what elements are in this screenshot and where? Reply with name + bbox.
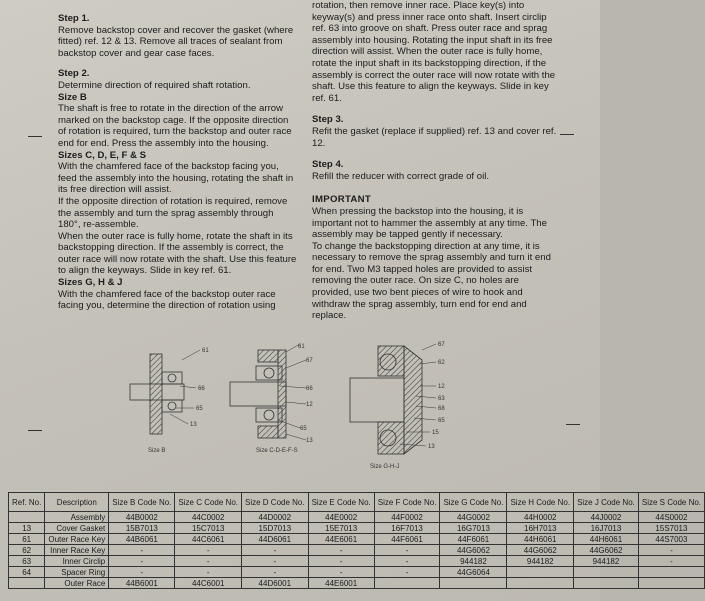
step3-text: Refit the gasket (replace if supplied) ref. 13 and cover ref. 12.: [312, 125, 557, 149]
table-cell: 44D6001: [242, 578, 309, 589]
sizeb-title: Size B: [58, 91, 87, 103]
table-cell: [638, 567, 704, 578]
table-cell: 44S0002: [638, 512, 704, 523]
fig2-ref-67: 67: [306, 358, 313, 364]
table-cell: 16G7013: [440, 523, 507, 534]
right-column: [312, 0, 558, 322]
table-cell: 44B0002: [109, 512, 175, 523]
backstop-diagrams: [130, 342, 480, 472]
table-cell: -: [308, 567, 374, 578]
table-cell: 44G6062: [507, 545, 574, 556]
fig3-caption: Size G-H-J: [370, 464, 400, 470]
table-cell: 61: [9, 534, 45, 545]
fig1-caption: Size B: [148, 448, 166, 454]
table-cell: Inner Race Key: [45, 545, 109, 556]
table-cell: 15C7013: [175, 523, 242, 534]
important-text-2: To change the backstopping direction at any time, it is necessary to remove the sprag assembly and turn it end for end. Two M3 tapped holes are provided to assist removing the outer race. On size C, no holes are provided, use two bent pieces of wire to hook and withdraw the sprag assembly, turn end for end and replace.: [312, 240, 551, 322]
margin-dash: [560, 134, 574, 135]
table-cell: 44H6061: [507, 534, 574, 545]
table-row: [9, 512, 705, 523]
table-cell: Outer Race: [45, 578, 109, 589]
fig1-ref-66: 66: [198, 386, 205, 392]
table-row: [9, 545, 705, 556]
table-cell: 944182: [440, 556, 507, 567]
table-cell: -: [109, 567, 175, 578]
step2-text: Determine direction of required shaft rotation.: [58, 79, 251, 91]
table-cell: 62: [9, 545, 45, 556]
step3-title: Step 3.: [312, 114, 344, 126]
table-cell: -: [242, 556, 309, 567]
fig2-ref-65: 65: [300, 426, 307, 432]
sizes-c-text-3: When the outer race is fully home, rotate the shaft in its backstopping direction. If the assembly is correct, the outer race will now rotate with the shaft. Use this feature to align the keyways. Slide in key ref. 61.: [58, 230, 297, 277]
parts-table: [8, 492, 705, 589]
fig3-ref-15: 15: [432, 430, 439, 436]
table-header-cell: Size G Code No.: [440, 493, 507, 512]
table-cell: Cover Gasket: [45, 523, 109, 534]
fig3-ref-13: 13: [428, 444, 435, 450]
table-cell: -: [242, 567, 309, 578]
fig2-ref-61: 61: [298, 344, 305, 350]
table-cell: [9, 578, 45, 589]
margin-dash: [566, 424, 580, 425]
table-cell: [440, 578, 507, 589]
table-cell: -: [308, 556, 374, 567]
sizes-c-title: Sizes C, D, E, F & S: [58, 149, 146, 161]
table-cell: 44D0002: [242, 512, 309, 523]
table-row: [9, 534, 705, 545]
table-row: [9, 578, 705, 589]
table-cell: 44F0002: [374, 512, 440, 523]
table-cell: -: [638, 545, 704, 556]
table-cell: 63: [9, 556, 45, 567]
fig2-ref-66: 66: [306, 386, 313, 392]
table-cell: 44C6061: [175, 534, 242, 545]
table-cell: 44E0002: [308, 512, 374, 523]
table-body: [9, 512, 705, 589]
margin-dash: [28, 430, 42, 431]
figure-size-g: [350, 342, 445, 470]
sizes-g-title: Sizes G, H & J: [58, 277, 123, 289]
margin-dash: [28, 136, 42, 137]
table-cell: 44J0002: [574, 512, 639, 523]
important-title: IMPORTANT: [312, 194, 372, 206]
table-header-cell: Size B Code No.: [109, 493, 175, 512]
table-cell: 15E7013: [308, 523, 374, 534]
table-cell: 15S7013: [638, 523, 704, 534]
fig3-ref-63: 63: [438, 396, 445, 402]
continued-text: rotation, then remove inner race. Place key(s) into keyway(s) and press inner race onto shaft. Insert circlip ref. 63 into groove on shaft. Press outer race and sprag assembly into housing. Rotating the input shaft in its free direction will assist. When the outer race is fully home, rotate the input shaft in its backstopping direction, if the assembly is correct the outer race will now rotate with the shaft. Use this feature to align the keyways. Slide in key ref. 61.: [312, 0, 556, 104]
fig3-ref-62: 62: [438, 360, 445, 366]
table-cell: 16H7013: [507, 523, 574, 534]
table-cell: 44E6061: [308, 534, 374, 545]
table-cell: 944182: [574, 556, 639, 567]
step1-text: Remove backstop cover and recover the gasket (where fitted) ref. 12 & 13. Remove all traces of sealant from backstop cover and gear case faces.: [58, 24, 294, 59]
table-cell: 44H0002: [507, 512, 574, 523]
table-cell: 64: [9, 567, 45, 578]
table-cell: -: [242, 545, 309, 556]
table-cell: [507, 578, 574, 589]
table-cell: Spacer Ring: [45, 567, 109, 578]
sizes-c-text-1: With the chamfered face of the backstop facing you, feed the assembly into the housing, rotating the shaft in its free direction will assist.: [58, 161, 294, 196]
table-cell: 16F7013: [374, 523, 440, 534]
table-cell: 44G0002: [440, 512, 507, 523]
important-text-1: When pressing the backstop into the housing, it is important not to hammer the assembly at any time. The assembly may be tapped gently if necessary.: [312, 205, 547, 241]
table-cell: -: [109, 556, 175, 567]
table-header-row: [9, 493, 705, 512]
table-cell: 44D6061: [242, 534, 309, 545]
table-cell: 44C0002: [175, 512, 242, 523]
table-cell: 16J7013: [574, 523, 639, 534]
table-header-cell: Ref. No.: [9, 493, 45, 512]
table-cell: 15D7013: [242, 523, 309, 534]
table-cell: -: [175, 567, 242, 578]
table-cell: 44B6061: [109, 534, 175, 545]
table-cell: 44B6001: [109, 578, 175, 589]
table-cell: -: [374, 545, 440, 556]
table-cell: [574, 567, 639, 578]
table-cell: [374, 578, 440, 589]
table-header-cell: Description: [45, 493, 109, 512]
table-header-cell: Size E Code No.: [308, 493, 374, 512]
table-row: [9, 523, 705, 534]
fig3-ref-12: 12: [438, 384, 445, 390]
table-cell: 44G6062: [574, 545, 639, 556]
table-cell: -: [175, 556, 242, 567]
fig2-caption: Size C-D-E-F-S: [256, 448, 298, 454]
table-cell: -: [109, 545, 175, 556]
fig1-ref-13: 13: [190, 422, 197, 428]
fig2-ref-12: 12: [306, 402, 313, 408]
step1-title: Step 1.: [58, 13, 90, 24]
table-cell: -: [175, 545, 242, 556]
sizes-g-text: With the chamfered face of the backstop outer race facing you, determine the direction of rotation using: [58, 288, 276, 312]
figure-size-c: [230, 344, 313, 454]
fig3-ref-65: 65: [438, 418, 445, 424]
table-cell: -: [374, 567, 440, 578]
table-cell: 13: [9, 523, 45, 534]
table-cell: Inner Circlip: [45, 556, 109, 567]
sizes-c-text-2: If the opposite direction of rotation is required, remove the assembly and turn the sprag assembly through 180°, re-assemble.: [58, 195, 288, 231]
left-column: [58, 8, 298, 312]
fig3-ref-67: 67: [438, 342, 445, 348]
table-cell: -: [308, 545, 374, 556]
fig3-ref-68: 68: [438, 406, 445, 412]
fig2-ref-13: 13: [306, 438, 313, 444]
table-header-cell: Size H Code No.: [507, 493, 574, 512]
table-header-cell: Size F Code No.: [374, 493, 440, 512]
table-cell: 44G6062: [440, 545, 507, 556]
table-cell: 44F6061: [374, 534, 440, 545]
table-cell: 44S7003: [638, 534, 704, 545]
table-cell: -: [374, 556, 440, 567]
table-cell: 15B7013: [109, 523, 175, 534]
figure-size-b: [130, 348, 209, 454]
table-cell: 44H6061: [574, 534, 639, 545]
table-cell: 44F6061: [440, 534, 507, 545]
table-cell: 944182: [507, 556, 574, 567]
table-header-cell: Size D Code No.: [242, 493, 309, 512]
step4-title: Step 4.: [312, 159, 344, 171]
fig1-ref-61: 61: [202, 348, 209, 354]
table-cell: [507, 567, 574, 578]
table-cell: [574, 578, 639, 589]
table-row: [9, 556, 705, 567]
table-cell: 44E6001: [308, 578, 374, 589]
table-header-cell: Size J Code No.: [574, 493, 639, 512]
step4-text: Refill the reducer with correct grade of oil.: [312, 170, 490, 182]
table-cell: Outer Race Key: [45, 534, 109, 545]
table-row: [9, 567, 705, 578]
table-header-cell: Size C Code No.: [175, 493, 242, 512]
table-cell: -: [638, 556, 704, 567]
table-header-cell: Size S Code No.: [638, 493, 704, 512]
table-cell: 44G6064: [440, 567, 507, 578]
table-cell: [638, 578, 704, 589]
step2-title: Step 2.: [58, 68, 90, 80]
fig1-ref-65: 65: [196, 406, 203, 412]
table-cell: [9, 512, 45, 523]
table-cell: 44C6001: [175, 578, 242, 589]
table-cell: Assembly: [45, 512, 109, 523]
sizeb-text: The shaft is free to rotate in the direction of the arrow marked on the backstop cage. If the opposite direction of rotation is required, turn the backstop and outer race end for end. Press the assembly into the housing.: [58, 103, 292, 149]
